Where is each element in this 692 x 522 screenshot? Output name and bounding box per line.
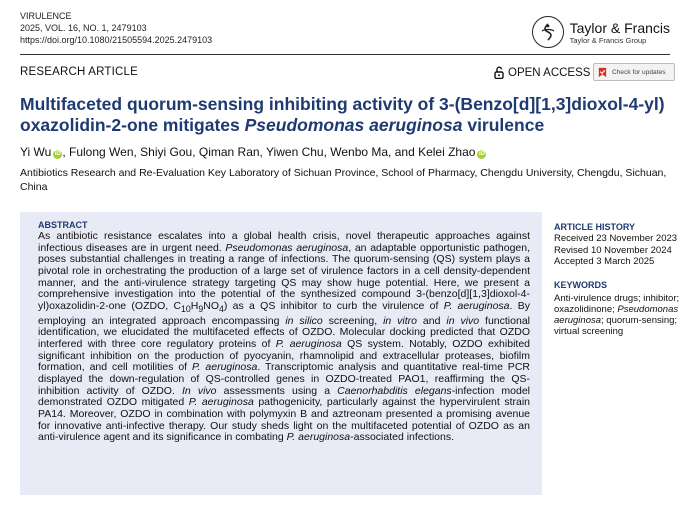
open-access-label: OPEN ACCESS [508,66,591,79]
article-sidebar [554,222,684,338]
open-access-badge [494,66,590,79]
article-type: RESEARCH ARTICLE [20,66,139,78]
title-italic: Pseudomonas aeruginosa [244,115,463,135]
publisher-block [532,16,670,48]
check-updates-icon [597,67,608,78]
orcid-icon[interactable]: iD [478,151,485,157]
received-date: Received 23 November 2023 [554,233,678,244]
journal-meta [20,10,212,46]
publisher-name: Taylor & Francis [569,19,670,36]
publisher-group: Taylor & Francis Group [569,35,647,45]
keywords-heading: KEYWORDS [554,279,608,290]
author-list [20,145,486,159]
abstract-box [20,212,542,495]
article-history-heading: ARTICLE HISTORY [554,222,636,232]
open-lock-icon [494,66,504,79]
abstract-heading: ABSTRACT [38,220,88,230]
affiliation: Antibiotics Research and Re-Evaluation Key Laboratory of Sichuan Province, School of Pharmacy, Chengdu University, Chengdu, Sichuan, China [20,167,667,193]
orcid-icon[interactable]: iD [54,151,61,157]
header-divider [20,54,670,55]
journal-name: VIRULENCE [20,11,72,21]
volume-line: 2025, VOL. 16, NO. 1, 2479103 [20,23,147,33]
author-others[interactable]: , Fulong Wen, Shiyi Gou, Qiman Ran, Yiwen Chu, Wenbo Ma, and Kelei Zhao [62,145,476,159]
author-first[interactable]: Yi Wu [20,145,52,159]
taylor-francis-logo-icon [532,16,564,48]
check-for-updates-button[interactable] [593,63,675,81]
title-text-end: virulence [462,115,545,135]
title-text: Multifaceted quorum-sensing inhibiting activity of 3-(Benzo[d][1,3]dioxol-4-yl) oxazolidin-2-one mitigates [20,94,665,135]
article-title [20,94,680,136]
doi-link[interactable]: https://doi.org/10.1080/21505594.2025.2479103 [20,35,213,45]
accepted-date: Accepted 3 March 2025 [554,256,655,267]
revised-date: Revised 10 November 2024 [554,244,672,256]
keywords-list: Anti-virulence drugs; inhibitor; oxazolidinone; Pseudomonas aeruginosa; quorum-sensing; virtual screening [554,292,680,338]
abstract-text: As antibiotic resistance escalates into a global health crisis, novel therapeutic approaches against infectious diseases are in urgent need. Pseudomonas aeruginosa, an adaptable opportunistic pathogen, poses substantial challenges in treating a range of infections. The quorum-sensing (QS) system plays a pivotal role in orchestrating the production of a large set of virulence factors in a cell density-dependent manner, and the anti-virulence strategy targeting QS may show huge potential. Here, we present a comprehensive investigation into the potential of the synthesized compound 3-(benzo[d][1,3]dioxol-4-yl)oxazolidin-2-one (OZDO, $C_{10}H_9NO_4$) as a QS inhibitor to curb the virulence of P. aeruginosa. By employing an integrated approach encompassing in silico screening, in vitro and in vivo functional identification, we elucidated the multifaceted effects of OZDO. Molecular docking predicted that OZDO interfered with three core regulatory proteins of P. aeruginosa QS system. Notably, OZDO exhibited significant inhibition on the production of pyocyanin, rhamnolipid and extracellular proteases, biofilm formation, and cell motilities of P. aeruginosa. Transcriptomic analysis and quantitative real-time PCR displayed the down-regulation of QS-controlled genes in OZDO-treated PAO1, reaffirming the QS-inhibition activity of OZDO. In vivo assessments using a Caenorhabditis elegans-infection model demonstrated OZDO mitigated P. aeruginosa pathogenicity, particularly against the hypervirulent strain PA14. Moreover, OZDO in combination with polymyxin B and aztreonam presented a promising avenue for innovative anti-infective therapy. Our study sheds light on the multifaceted potential of OZDO as an anti-virulence agent and its significance in combating P. aeruginosa-associated infections. [38,230,530,444]
check-for-updates-label: Check for updates [612,68,666,76]
